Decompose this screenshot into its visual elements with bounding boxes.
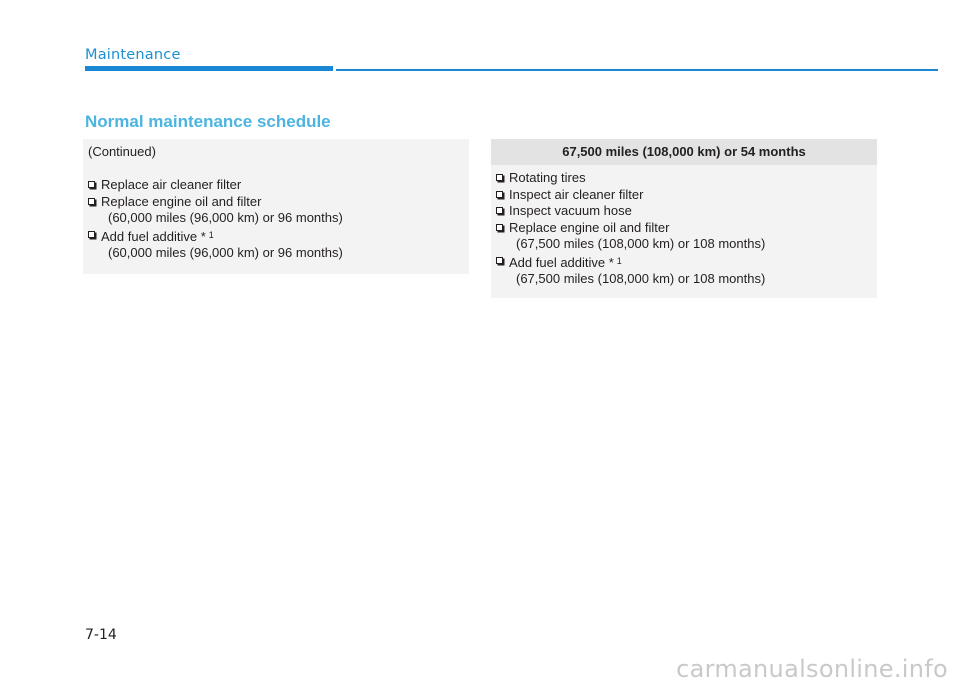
checklist-item [88, 177, 469, 194]
checkbox-icon [496, 207, 503, 214]
box-body [491, 165, 877, 288]
item-interval: (67,500 miles (108,000 km) or 108 months) [516, 236, 766, 251]
checkbox-icon [496, 257, 503, 264]
checkbox-icon [88, 181, 95, 188]
item-text: Rotating tires [509, 170, 586, 185]
page-title: Normal maintenance schedule [85, 112, 331, 131]
schedule-box-left [83, 139, 469, 274]
continued-label: (Continued) [88, 144, 156, 159]
item-text: Add fuel additive * [509, 254, 614, 270]
checkbox-icon [496, 224, 503, 231]
checklist-item [496, 170, 877, 187]
watermark: carmanualsonline.info [676, 655, 948, 683]
item-text: Inspect air cleaner filter [509, 186, 644, 202]
checklist [88, 177, 469, 262]
item-text: Replace engine oil and filter [101, 193, 262, 209]
checklist-item [496, 203, 877, 220]
checklist-item [496, 187, 877, 204]
item-text: Replace engine oil and filter [509, 219, 670, 235]
item-text: Replace air cleaner filter [101, 177, 242, 192]
checklist-item [88, 194, 469, 211]
item-interval: (60,000 miles (96,000 km) or 96 months) [108, 245, 343, 260]
footnote-mark: 1 [208, 229, 214, 240]
box-heading: 67,500 miles (108,000 km) or 54 months [491, 139, 877, 165]
item-interval: (60,000 miles (96,000 km) or 96 months) [108, 210, 343, 225]
box-body [83, 139, 469, 262]
checklist-item [496, 220, 877, 237]
checkbox-icon [496, 191, 503, 198]
footnote-mark: 1 [616, 255, 622, 266]
header-rule-thick [85, 66, 333, 71]
checklist [496, 170, 877, 288]
header-rule-thin [336, 69, 938, 71]
checkbox-icon [88, 198, 95, 205]
checklist-item [88, 227, 469, 246]
checkbox-icon [496, 174, 503, 181]
checklist-item [496, 253, 877, 272]
section-label: Maintenance [85, 47, 181, 63]
schedule-box-right [491, 139, 877, 298]
checkbox-icon [88, 231, 95, 238]
item-text: Add fuel additive * [101, 228, 206, 244]
page-number: 7-14 [85, 627, 117, 643]
item-interval: (67,500 miles (108,000 km) or 108 months) [516, 271, 766, 286]
item-text: Inspect vacuum hose [509, 203, 632, 218]
